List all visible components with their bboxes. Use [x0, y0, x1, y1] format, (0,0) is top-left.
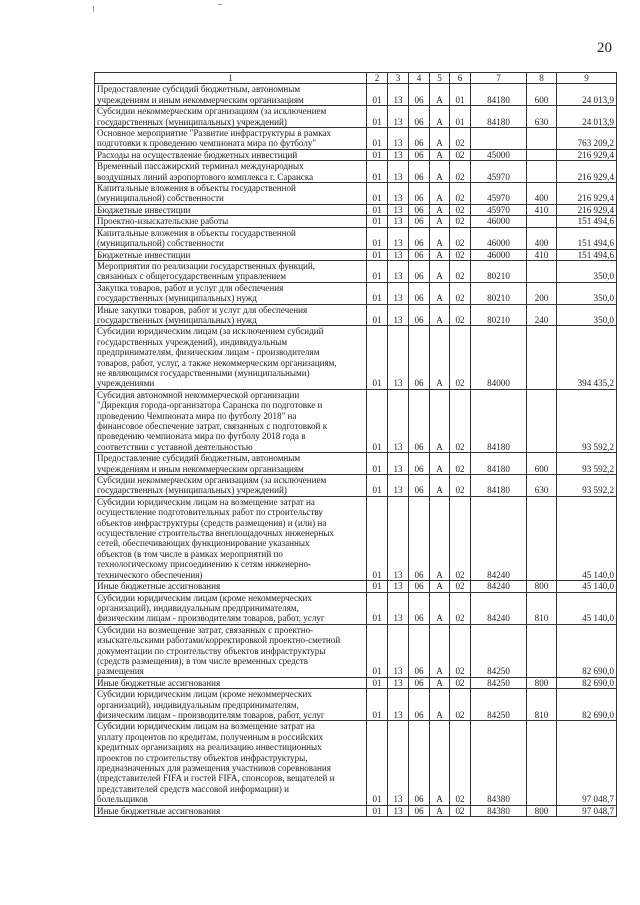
row-name-cell: Основное мероприятие "Развитие инфраструктуры в рамках подготовки к проведению чемпионата мира по футболу": [95, 128, 367, 150]
expense-type-cell: 800: [527, 677, 557, 688]
expense-code-cell: 46000: [471, 249, 527, 260]
subsection-code-cell: 13: [388, 304, 409, 326]
expense-code-cell: 84250: [471, 689, 527, 721]
subprogram-code-cell: А: [430, 624, 450, 677]
amount-cell: 151 494,6: [557, 227, 617, 249]
program-code-cell: 06: [409, 227, 430, 249]
expense-type-cell: [527, 624, 557, 677]
expense-code-cell: 84180: [471, 106, 527, 128]
subprogram-code-cell: А: [430, 326, 450, 389]
row-name-cell: Закупка товаров, работ и услуг для обеспечения государственных (муниципальных) нужд: [95, 282, 367, 304]
column-header-9: 9: [557, 73, 617, 84]
expense-type-cell: 240: [527, 304, 557, 326]
event-code-cell: 02: [450, 216, 471, 227]
amount-cell: 45 140,0: [557, 581, 617, 592]
program-code-cell: 06: [409, 389, 430, 452]
row-name-cell: Капитальные вложения в объекты государственной (муниципальной) собственности: [95, 227, 367, 249]
expense-code-cell: 84240: [471, 592, 527, 624]
table-row: [95, 496, 617, 580]
section-code-cell: 01: [367, 689, 388, 721]
column-header-2: 2: [367, 73, 388, 84]
section-code-cell: 01: [367, 304, 388, 326]
section-code-cell: 01: [367, 227, 388, 249]
amount-cell: 350,0: [557, 260, 617, 282]
table-row: [95, 304, 617, 326]
expense-code-cell: 84180: [471, 475, 527, 497]
expense-type-cell: 600: [527, 453, 557, 475]
program-code-cell: 06: [409, 592, 430, 624]
event-code-cell: 02: [450, 475, 471, 497]
expense-code-cell: 84240: [471, 496, 527, 580]
section-code-cell: 01: [367, 721, 388, 805]
subsection-code-cell: 13: [388, 161, 409, 183]
subsection-code-cell: 13: [388, 183, 409, 205]
subsection-code-cell: 13: [388, 106, 409, 128]
subsection-code-cell: 13: [388, 592, 409, 624]
row-name-cell: Иные бюджетные ассигнования: [95, 581, 367, 592]
section-code-cell: 01: [367, 677, 388, 688]
subsection-code-cell: 13: [388, 453, 409, 475]
expense-code-cell: 80210: [471, 282, 527, 304]
column-header-4: 4: [409, 73, 430, 84]
table-row: [95, 624, 617, 677]
subsection-code-cell: 13: [388, 805, 409, 816]
expense-type-cell: 400: [527, 227, 557, 249]
expense-type-cell: 800: [527, 805, 557, 816]
subsection-code-cell: 13: [388, 84, 409, 106]
expense-code-cell: [471, 128, 527, 150]
program-code-cell: 06: [409, 149, 430, 160]
event-code-cell: 02: [450, 227, 471, 249]
expense-code-cell: 46000: [471, 227, 527, 249]
table-row: [95, 161, 617, 183]
table-row: [95, 282, 617, 304]
subprogram-code-cell: А: [430, 689, 450, 721]
column-header-6: 6: [450, 73, 471, 84]
section-code-cell: 01: [367, 128, 388, 150]
row-name-cell: Субсидии некоммерческим организациям (за исключением государственных (муниципальных) учреждений): [95, 106, 367, 128]
row-name-cell: Предоставление субсидий бюджетным, автономным учреждениям и иным некоммерческим организациям: [95, 84, 367, 106]
program-code-cell: 06: [409, 183, 430, 205]
event-code-cell: 02: [450, 624, 471, 677]
expense-type-cell: [527, 260, 557, 282]
program-code-cell: 06: [409, 581, 430, 592]
expense-type-cell: [527, 721, 557, 805]
subprogram-code-cell: А: [430, 581, 450, 592]
table-row: [95, 227, 617, 249]
subprogram-code-cell: А: [430, 149, 450, 160]
subprogram-code-cell: А: [430, 389, 450, 452]
column-header-8: 8: [527, 73, 557, 84]
amount-cell: 24 013,9: [557, 106, 617, 128]
expense-type-cell: [527, 389, 557, 452]
column-header-7: 7: [471, 73, 527, 84]
section-code-cell: 01: [367, 149, 388, 160]
table-row: [95, 249, 617, 260]
amount-cell: 82 690,0: [557, 689, 617, 721]
amount-cell: 93 592,2: [557, 389, 617, 452]
table-header-row: [95, 73, 617, 84]
expense-type-cell: 410: [527, 204, 557, 215]
event-code-cell: 02: [450, 149, 471, 160]
section-code-cell: 01: [367, 216, 388, 227]
section-code-cell: 01: [367, 453, 388, 475]
event-code-cell: 02: [450, 677, 471, 688]
event-code-cell: 02: [450, 161, 471, 183]
event-code-cell: 02: [450, 260, 471, 282]
expense-code-cell: 45000: [471, 149, 527, 160]
expense-code-cell: 45970: [471, 161, 527, 183]
row-name-cell: Иные бюджетные ассигнования: [95, 677, 367, 688]
event-code-cell: 02: [450, 128, 471, 150]
section-code-cell: 01: [367, 624, 388, 677]
table-row: [95, 389, 617, 452]
page-number: 20: [597, 40, 612, 56]
program-code-cell: 06: [409, 260, 430, 282]
program-code-cell: 06: [409, 128, 430, 150]
event-code-cell: 02: [450, 249, 471, 260]
event-code-cell: 01: [450, 84, 471, 106]
row-name-cell: Капитальные вложения в объекты государственной (муниципальной) собственности: [95, 183, 367, 205]
amount-cell: 151 494,6: [557, 249, 617, 260]
subprogram-code-cell: А: [430, 204, 450, 215]
table-row: [95, 592, 617, 624]
subprogram-code-cell: А: [430, 161, 450, 183]
subprogram-code-cell: А: [430, 216, 450, 227]
subsection-code-cell: 13: [388, 249, 409, 260]
table-row: [95, 260, 617, 282]
expense-code-cell: 84240: [471, 581, 527, 592]
event-code-cell: 02: [450, 204, 471, 215]
expense-code-cell: 80210: [471, 304, 527, 326]
program-code-cell: 06: [409, 677, 430, 688]
program-code-cell: 06: [409, 624, 430, 677]
program-code-cell: 06: [409, 721, 430, 805]
subprogram-code-cell: А: [430, 304, 450, 326]
section-code-cell: 01: [367, 84, 388, 106]
subprogram-code-cell: А: [430, 260, 450, 282]
table-row: [95, 689, 617, 721]
expense-type-cell: 600: [527, 84, 557, 106]
program-code-cell: 06: [409, 304, 430, 326]
expense-type-cell: 800: [527, 581, 557, 592]
program-code-cell: 06: [409, 496, 430, 580]
event-code-cell: 01: [450, 106, 471, 128]
program-code-cell: 06: [409, 106, 430, 128]
event-code-cell: 02: [450, 689, 471, 721]
amount-cell: 97 048,7: [557, 721, 617, 805]
event-code-cell: 02: [450, 282, 471, 304]
program-code-cell: 06: [409, 216, 430, 227]
event-code-cell: 02: [450, 389, 471, 452]
program-code-cell: 06: [409, 249, 430, 260]
program-code-cell: 06: [409, 84, 430, 106]
section-code-cell: 01: [367, 592, 388, 624]
subsection-code-cell: 13: [388, 389, 409, 452]
expense-type-cell: [527, 149, 557, 160]
row-name-cell: Временный пассажирский терминал международных воздушных линий аэропортового комплекса г. Саранска: [95, 161, 367, 183]
subprogram-code-cell: А: [430, 677, 450, 688]
expense-type-cell: 200: [527, 282, 557, 304]
expense-type-cell: 810: [527, 689, 557, 721]
row-name-cell: Субсидии юридическим лицам на возмещение затрат на осуществление подготовительных работ по строительству объектов инфраструктуры (средств размещения) и (или) на осуществление строительства внеплощадочных инженерных сетей, обеспечивающих функционирование указанных объектов (в том числе в рамках мероприятий по технологическому присоединению к сетям инженерно- технического обеспечения): [95, 496, 367, 580]
subsection-code-cell: 13: [388, 227, 409, 249]
subsection-code-cell: 13: [388, 624, 409, 677]
amount-cell: 350,0: [557, 282, 617, 304]
section-code-cell: 01: [367, 389, 388, 452]
section-code-cell: 01: [367, 581, 388, 592]
section-code-cell: 01: [367, 260, 388, 282]
table-row: [95, 721, 617, 805]
expense-type-cell: [527, 326, 557, 389]
table-row: [95, 326, 617, 389]
amount-cell: 394 435,2: [557, 326, 617, 389]
table-body: [95, 84, 617, 817]
amount-cell: 151 494,6: [557, 216, 617, 227]
table-row: [95, 106, 617, 128]
subsection-code-cell: 13: [388, 326, 409, 389]
expense-type-cell: [527, 128, 557, 150]
expense-code-cell: 84180: [471, 84, 527, 106]
subprogram-code-cell: А: [430, 84, 450, 106]
expense-code-cell: 84250: [471, 677, 527, 688]
event-code-cell: 02: [450, 721, 471, 805]
program-code-cell: 06: [409, 689, 430, 721]
expense-type-cell: 810: [527, 592, 557, 624]
subprogram-code-cell: А: [430, 475, 450, 497]
subprogram-code-cell: А: [430, 805, 450, 816]
subsection-code-cell: 13: [388, 677, 409, 688]
row-name-cell: Субсидия автономной некоммерческой организации "Дирекция города-организатора Саранска по подготовке и проведению Чемпионата мира по футболу 2018" на финансовое обеспечение затрат, связанных с подготовкой к проведению чемпионата мира по футболу 2018 года в соответствии с уставной деятельностью: [95, 389, 367, 452]
amount-cell: 216 929,4: [557, 204, 617, 215]
amount-cell: 93 592,2: [557, 475, 617, 497]
amount-cell: 350,0: [557, 304, 617, 326]
subprogram-code-cell: А: [430, 227, 450, 249]
subsection-code-cell: 13: [388, 260, 409, 282]
row-name-cell: Субсидии юридическим лицам (кроме некоммерческих организаций), индивидуальным предпринимателям, физическим лицам - производителям товаров, работ, услуг: [95, 689, 367, 721]
expense-code-cell: 84250: [471, 624, 527, 677]
expense-code-cell: 46000: [471, 216, 527, 227]
subsection-code-cell: 13: [388, 475, 409, 497]
expense-type-cell: 630: [527, 475, 557, 497]
subprogram-code-cell: А: [430, 282, 450, 304]
subprogram-code-cell: А: [430, 249, 450, 260]
table-row: [95, 204, 617, 215]
program-code-cell: 06: [409, 282, 430, 304]
subsection-code-cell: 13: [388, 128, 409, 150]
row-name-cell: Проектно-изыскательские работы: [95, 216, 367, 227]
expense-code-cell: 84000: [471, 326, 527, 389]
row-name-cell: Субсидии некоммерческим организациям (за исключением государственных (муниципальных) учреждений): [95, 475, 367, 497]
row-name-cell: Иные бюджетные ассигнования: [95, 805, 367, 816]
section-code-cell: 01: [367, 183, 388, 205]
subprogram-code-cell: А: [430, 496, 450, 580]
subprogram-code-cell: А: [430, 183, 450, 205]
event-code-cell: 02: [450, 183, 471, 205]
row-name-cell: Расходы на осуществление бюджетных инвестиций: [95, 149, 367, 160]
subprogram-code-cell: А: [430, 453, 450, 475]
table-row: [95, 216, 617, 227]
row-name-cell: Мероприятия по реализации государственных функций, связанных с общегосударственным управлением: [95, 260, 367, 282]
amount-cell: 763 209,2: [557, 128, 617, 150]
scan-artifact: [93, 6, 94, 12]
subprogram-code-cell: А: [430, 721, 450, 805]
expense-type-cell: 630: [527, 106, 557, 128]
table-row: [95, 677, 617, 688]
expense-type-cell: 410: [527, 249, 557, 260]
event-code-cell: 02: [450, 805, 471, 816]
amount-cell: 82 690,0: [557, 677, 617, 688]
subsection-code-cell: 13: [388, 581, 409, 592]
section-code-cell: 01: [367, 161, 388, 183]
section-code-cell: 01: [367, 282, 388, 304]
event-code-cell: 02: [450, 304, 471, 326]
subsection-code-cell: 13: [388, 496, 409, 580]
row-name-cell: Субсидии юридическим лицам (за исключением субсидий государственных учреждений), индивидуальным предпринимателям, физическим лицам - производителям товаров, работ, услуг, а также некоммерческим организациям, не являющимся государственными (муниципальными) учреждениями: [95, 326, 367, 389]
amount-cell: 45 140,0: [557, 592, 617, 624]
amount-cell: 216 929,4: [557, 161, 617, 183]
event-code-cell: 02: [450, 453, 471, 475]
subsection-code-cell: 13: [388, 216, 409, 227]
row-name-cell: Субсидии юридическим лицам (кроме некоммерческих организаций), индивидуальным предпринимателям, физическим лицам - производителям товаров, работ, услуг: [95, 592, 367, 624]
amount-cell: 45 140,0: [557, 496, 617, 580]
expense-code-cell: 84380: [471, 721, 527, 805]
row-name-cell: Субсидии на возмещение затрат, связанных с проектно- изыскательскими работами/корректировкой проектно-сметной документации по строительству объектов инфраструктуры (средств размещения), в том числе временных средств размещения: [95, 624, 367, 677]
column-header-1: 1: [95, 73, 367, 84]
row-name-cell: Бюджетные инвестиции: [95, 249, 367, 260]
subprogram-code-cell: А: [430, 128, 450, 150]
row-name-cell: Предоставление субсидий бюджетным, автономным учреждениям и иным некоммерческим организациям: [95, 453, 367, 475]
table-row: [95, 805, 617, 816]
subsection-code-cell: 13: [388, 204, 409, 215]
table-row: [95, 149, 617, 160]
table-row: [95, 183, 617, 205]
expense-type-cell: [527, 161, 557, 183]
program-code-cell: 06: [409, 805, 430, 816]
section-code-cell: 01: [367, 204, 388, 215]
event-code-cell: 02: [450, 496, 471, 580]
section-code-cell: 01: [367, 805, 388, 816]
section-code-cell: 01: [367, 106, 388, 128]
column-header-5: 5: [430, 73, 450, 84]
expense-type-cell: [527, 216, 557, 227]
expense-type-cell: [527, 496, 557, 580]
amount-cell: 216 929,4: [557, 183, 617, 205]
program-code-cell: 06: [409, 161, 430, 183]
event-code-cell: 02: [450, 581, 471, 592]
section-code-cell: 01: [367, 475, 388, 497]
amount-cell: 216 929,4: [557, 149, 617, 160]
subprogram-code-cell: А: [430, 592, 450, 624]
amount-cell: 97 048,7: [557, 805, 617, 816]
budget-table: [94, 72, 617, 817]
table-row: [95, 581, 617, 592]
table-row: [95, 84, 617, 106]
subsection-code-cell: 13: [388, 282, 409, 304]
expense-code-cell: 80210: [471, 260, 527, 282]
expense-code-cell: 84380: [471, 805, 527, 816]
amount-cell: 82 690,0: [557, 624, 617, 677]
expense-type-cell: 400: [527, 183, 557, 205]
table-row: [95, 475, 617, 497]
subsection-code-cell: 13: [388, 689, 409, 721]
section-code-cell: 01: [367, 249, 388, 260]
amount-cell: 93 592,2: [557, 453, 617, 475]
table-row: [95, 128, 617, 150]
subsection-code-cell: 13: [388, 721, 409, 805]
column-header-3: 3: [388, 73, 409, 84]
program-code-cell: 06: [409, 326, 430, 389]
expense-code-cell: 84180: [471, 389, 527, 452]
row-name-cell: Бюджетные инвестиции: [95, 204, 367, 215]
subsection-code-cell: 13: [388, 149, 409, 160]
expense-code-cell: 84180: [471, 453, 527, 475]
program-code-cell: 06: [409, 453, 430, 475]
event-code-cell: 02: [450, 326, 471, 389]
program-code-cell: 06: [409, 475, 430, 497]
expense-code-cell: 45970: [471, 204, 527, 215]
scan-artifact: [218, 4, 222, 5]
section-code-cell: 01: [367, 496, 388, 580]
table-row: [95, 453, 617, 475]
amount-cell: 24 013,9: [557, 84, 617, 106]
row-name-cell: Субсидии юридическим лицам на возмещение затрат на уплату процентов по кредитам, полученным в российских кредитных организациях на реализацию инвестиционных проектов по строительству объектов инфраструктуры, предназначенных для размещения участников соревнования (представителей FIFA и гостей FIFA, спонсоров, вещателей и представителей средств массовой информации) и болельщиков: [95, 721, 367, 805]
subprogram-code-cell: А: [430, 106, 450, 128]
event-code-cell: 02: [450, 592, 471, 624]
row-name-cell: Иные закупки товаров, работ и услуг для обеспечения государственных (муниципальных) нужд: [95, 304, 367, 326]
program-code-cell: 06: [409, 204, 430, 215]
section-code-cell: 01: [367, 326, 388, 389]
expense-code-cell: 45970: [471, 183, 527, 205]
